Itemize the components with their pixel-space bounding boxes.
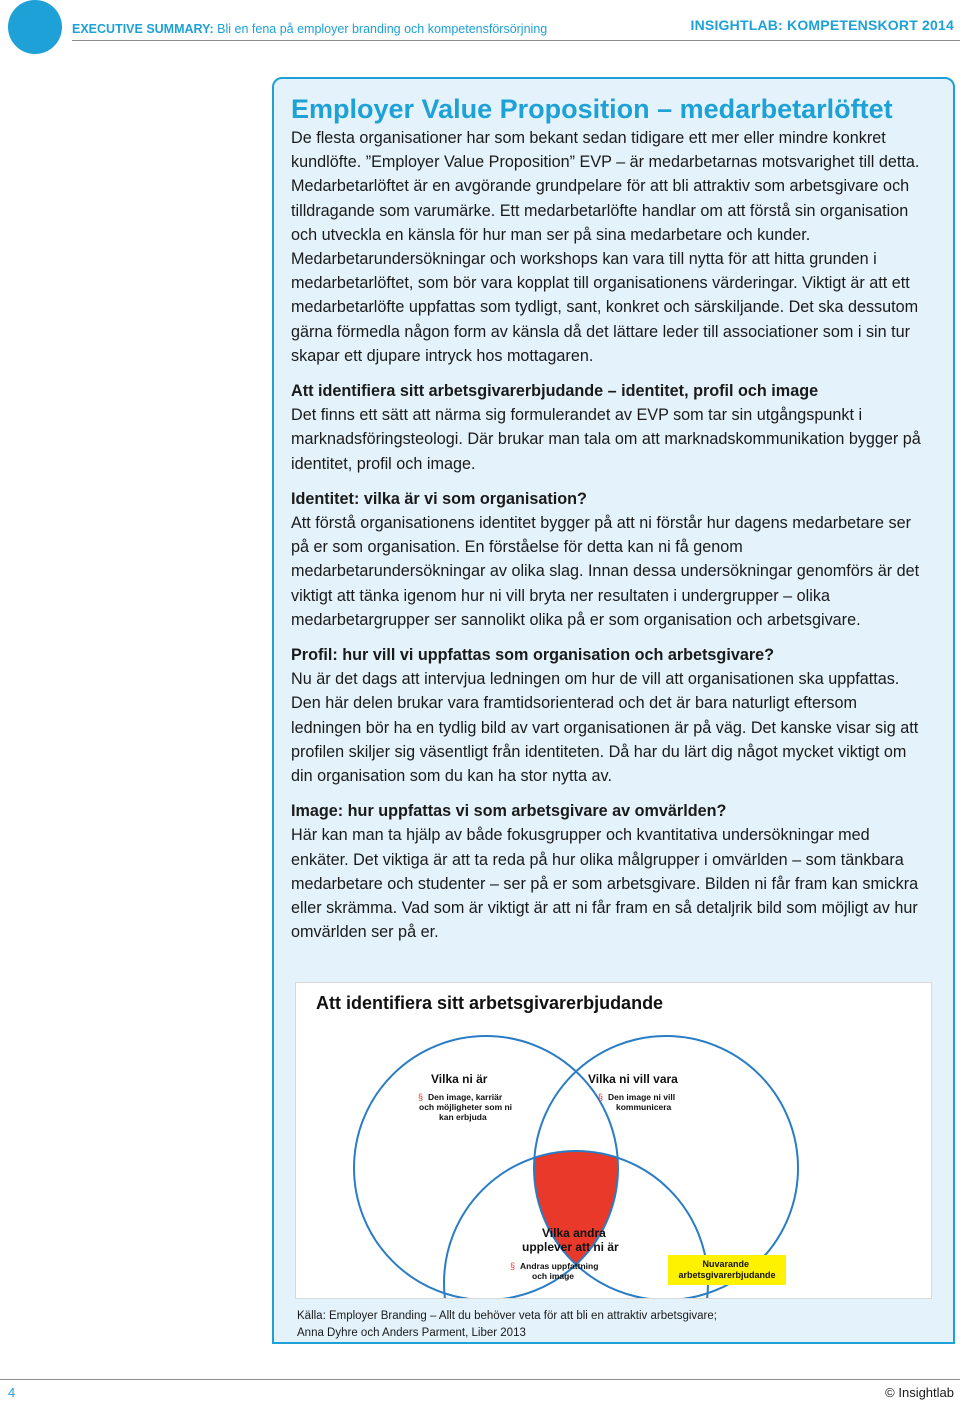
circle-profile-bullet: Den image ni vill kommunicera [608, 1092, 676, 1112]
footer-divider [0, 1379, 960, 1380]
section-mark-icon: § [418, 1092, 424, 1102]
page-number: 4 [8, 1385, 16, 1400]
header-divider [72, 40, 960, 41]
section-body: Det finns ett sätt att närma sig formulerandet av EVP som tar sin utgångspunkt i marknadsföringsteologi. Där brukar man tala om att marknadskommunikation bygger på identitet, profil och image. [291, 406, 921, 473]
section-mark-icon: § [510, 1261, 516, 1271]
intro-paragraph: De flesta organisationer har som bekant sedan tidigare ett mer eller mindre konkret kundlöfte. ”Employer Value Proposition” EVP – är medarbetarnas motsvarighet till detta. Medarbetarlöftet är en avgörande grundpelare för att bli attraktiv som arbetsgivare och tilldragande som varumärke. Ett medarbetarlöfte handlar om att förstå sin organisation och utveckla en känsla för hur man ser på sina medarbetare och kunder. Medarbetarundersökningar och workshops kan vara till nytta för att hitta grunden i medarbetarlöftet, som bör vara kopplat till organisationens värderingar. Viktigt är att ett medarbetarlöfte uppfattas som tydligt, sant, konkret och särskiljande. Det ska dessutom gärna förmedla någon form av känsla då det lättare leder till associationer som i sin tur skapar ett djupare intryck hos mottagaren. [291, 129, 920, 365]
circle-image-bullet: Andras uppfattning och image [520, 1261, 599, 1281]
circle-image-title: Vilka andra upplever att ni är [522, 1226, 619, 1254]
section-heading: Att identifiera sitt arbetsgivarerbjudande – identitet, profil och image [291, 382, 819, 401]
article-title: Employer Value Proposition – medarbetarlöftet [291, 94, 893, 124]
circle-identity-title: Vilka ni är [431, 1072, 488, 1086]
section-heading: Profil: hur vill vi uppfattas som organisation och arbetsgivare? [291, 646, 775, 665]
article-body [291, 92, 931, 945]
section-heading: Image: hur uppfattas vi som arbetsgivare av omvärlden? [291, 802, 727, 821]
circle-profile-title: Vilka ni vill vara [588, 1072, 678, 1086]
brand-dot-icon [8, 0, 62, 54]
header-series: INSIGHTLAB: KOMPETENSKORT 2014 [690, 17, 954, 33]
diagram-title: Att identifiera sitt arbetsgivarerbjudande [316, 993, 664, 1013]
section-mark-icon: § [598, 1092, 604, 1102]
copyright: © Insightlab [885, 1385, 954, 1400]
section-body: Här kan man ta hjälp av både fokusgrupper och kvantitativa undersökningar med enkäter. Det viktiga är att ta reda på hur olika målgrupper i omvärlden – som tänkbara medarbetare och studenter – ser på er som arbetsgivare. Bilden ni får fram kan smickra eller skrämma. Vad som är viktigt är att ni får fram en så detaljrik bild som möjligt av hur omvärlden ser på er. [291, 826, 919, 942]
section-heading: Identitet: vilka är vi som organisation? [291, 489, 587, 508]
circle-identity-bullet: Den image, karriär och möjligheter som ni kan erbjuda [419, 1092, 513, 1122]
section-body: Nu är det dags att intervjua ledningen om hur de vill att organisationen ska uppfattas. Den här delen brukar vara framtidsorienterad och det är bara naturligt eftersom ledningen bör ha en tydlig bild av vart organisationen är på väg. Det kanske visar sig att profilen skiljer sig väsentligt från identiteten. Då har du lärt dig något mycket viktigt om din organisation som du kan ha stor nytta av. [291, 670, 919, 786]
legend-label: Nuvarande arbetsgivarerbjudande [678, 1259, 776, 1280]
header-title: EXECUTIVE SUMMARY: Bli en fena på employer branding och kompetensförsörjning [72, 22, 548, 36]
section-body: Att förstå organisationens identitet bygger på att ni förstår hur dagens medarbetare ser på er som organisation. En förståelse för detta kan ni få genom medarbetarundersökningar av olika slag. Innan dessa undersökningar genomförs är det viktigt att tänka igenom hur ni vill bryta ner resultaten i undergrupper – olika medarbetargrupper ser sannolikt olika på er som organisation och arbetsgivare. [291, 514, 920, 629]
venn-diagram [295, 982, 932, 1299]
source-citation: Källa: Employer Branding – Allt du behöver veta för att bli en attraktiv arbetsgivare; Anna Dyhre och Anders Parment, Liber 2013 [297, 1310, 717, 1339]
